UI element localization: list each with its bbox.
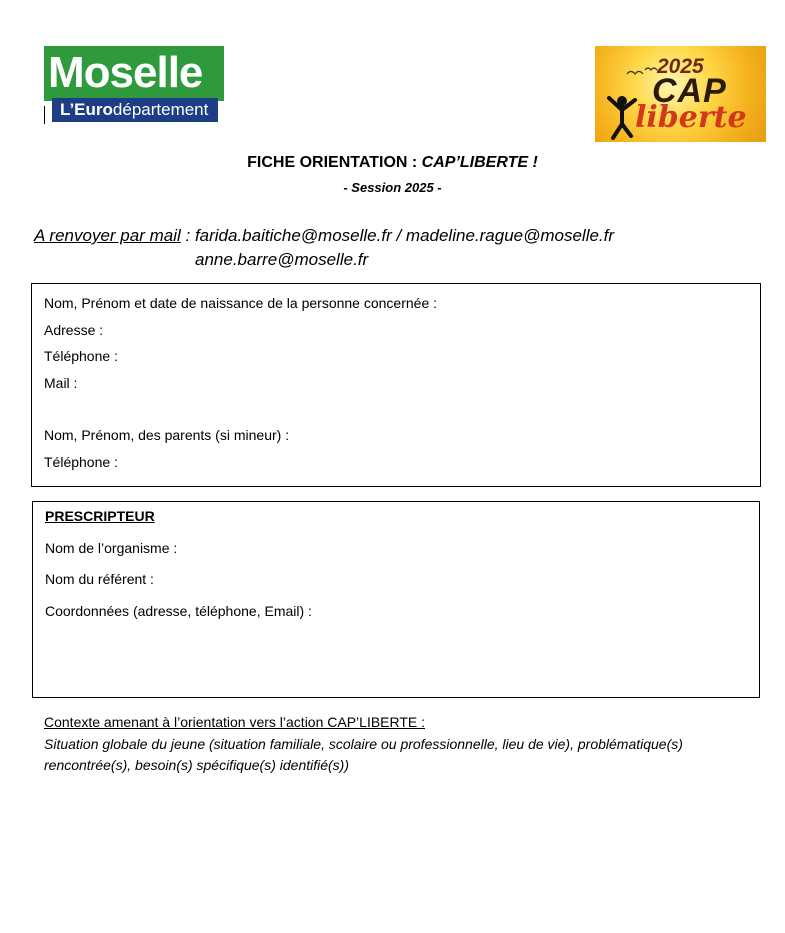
field-parents: Nom, Prénom, des parents (si mineur) : [44,427,290,443]
cap-logo-year: 2025 [657,55,704,78]
cap-logo-cap: CAP [652,72,727,110]
cap-logo-liberte: liberte [635,100,747,135]
cap-liberte-logo [595,46,766,142]
moselle-logo-subtext: L’Eurodépartement [60,100,209,119]
jumping-person-icon [605,94,639,140]
title-name: CAP’LIBERTE ! [421,154,538,171]
field-referent: Nom du référent : [45,571,154,587]
context-description: Situation globale du jeune (situation familiale, scolaire ou professionnelle, lieu de vie), problématique(s) rencontrée(s), besoin(s) spécifique(s) identifié(s)) [44,736,683,773]
field-coordonnees: Coordonnées (adresse, téléphone, Email) : [45,603,312,619]
prescripteur-heading: PRESCRIPTEUR [45,508,155,524]
moselle-logo-divider [44,106,45,124]
field-address: Adresse : [44,322,104,338]
mail-label: A renvoyer par mail [34,226,181,245]
context-title: Contexte amenant à l’orientation vers l’action CAP’LIBERTE : [44,714,426,730]
title-prefix: FICHE ORIENTATION : [247,154,418,171]
prescripteur-box [32,501,760,698]
session-label: - Session 2025 - [343,180,442,195]
moselle-logo-green-band [44,46,224,101]
field-mail: Mail : [44,375,78,391]
email-anne[interactable]: anne.barre@moselle.fr [195,250,369,269]
email-madeline[interactable]: madeline.rague@moselle.fr [405,226,615,245]
email-farida[interactable]: farida.baitiche@moselle.fr [194,226,392,245]
person-info-box [31,283,761,487]
moselle-logo-text: Moselle [48,48,203,97]
mail-line-1: A renvoyer par mail : farida.baitiche@moselle.fr / madeline.rague@moselle.fr [34,226,615,245]
moselle-logo [44,46,224,126]
field-organisme: Nom de l’organisme : [45,540,178,556]
field-name-birthdate: Nom, Prénom et date de naissance de la personne concernée : [44,295,438,311]
field-phone: Téléphone : [44,348,118,364]
field-parents-phone: Téléphone : [44,454,118,470]
moselle-logo-blue-band [52,98,218,122]
page-title [0,154,785,172]
